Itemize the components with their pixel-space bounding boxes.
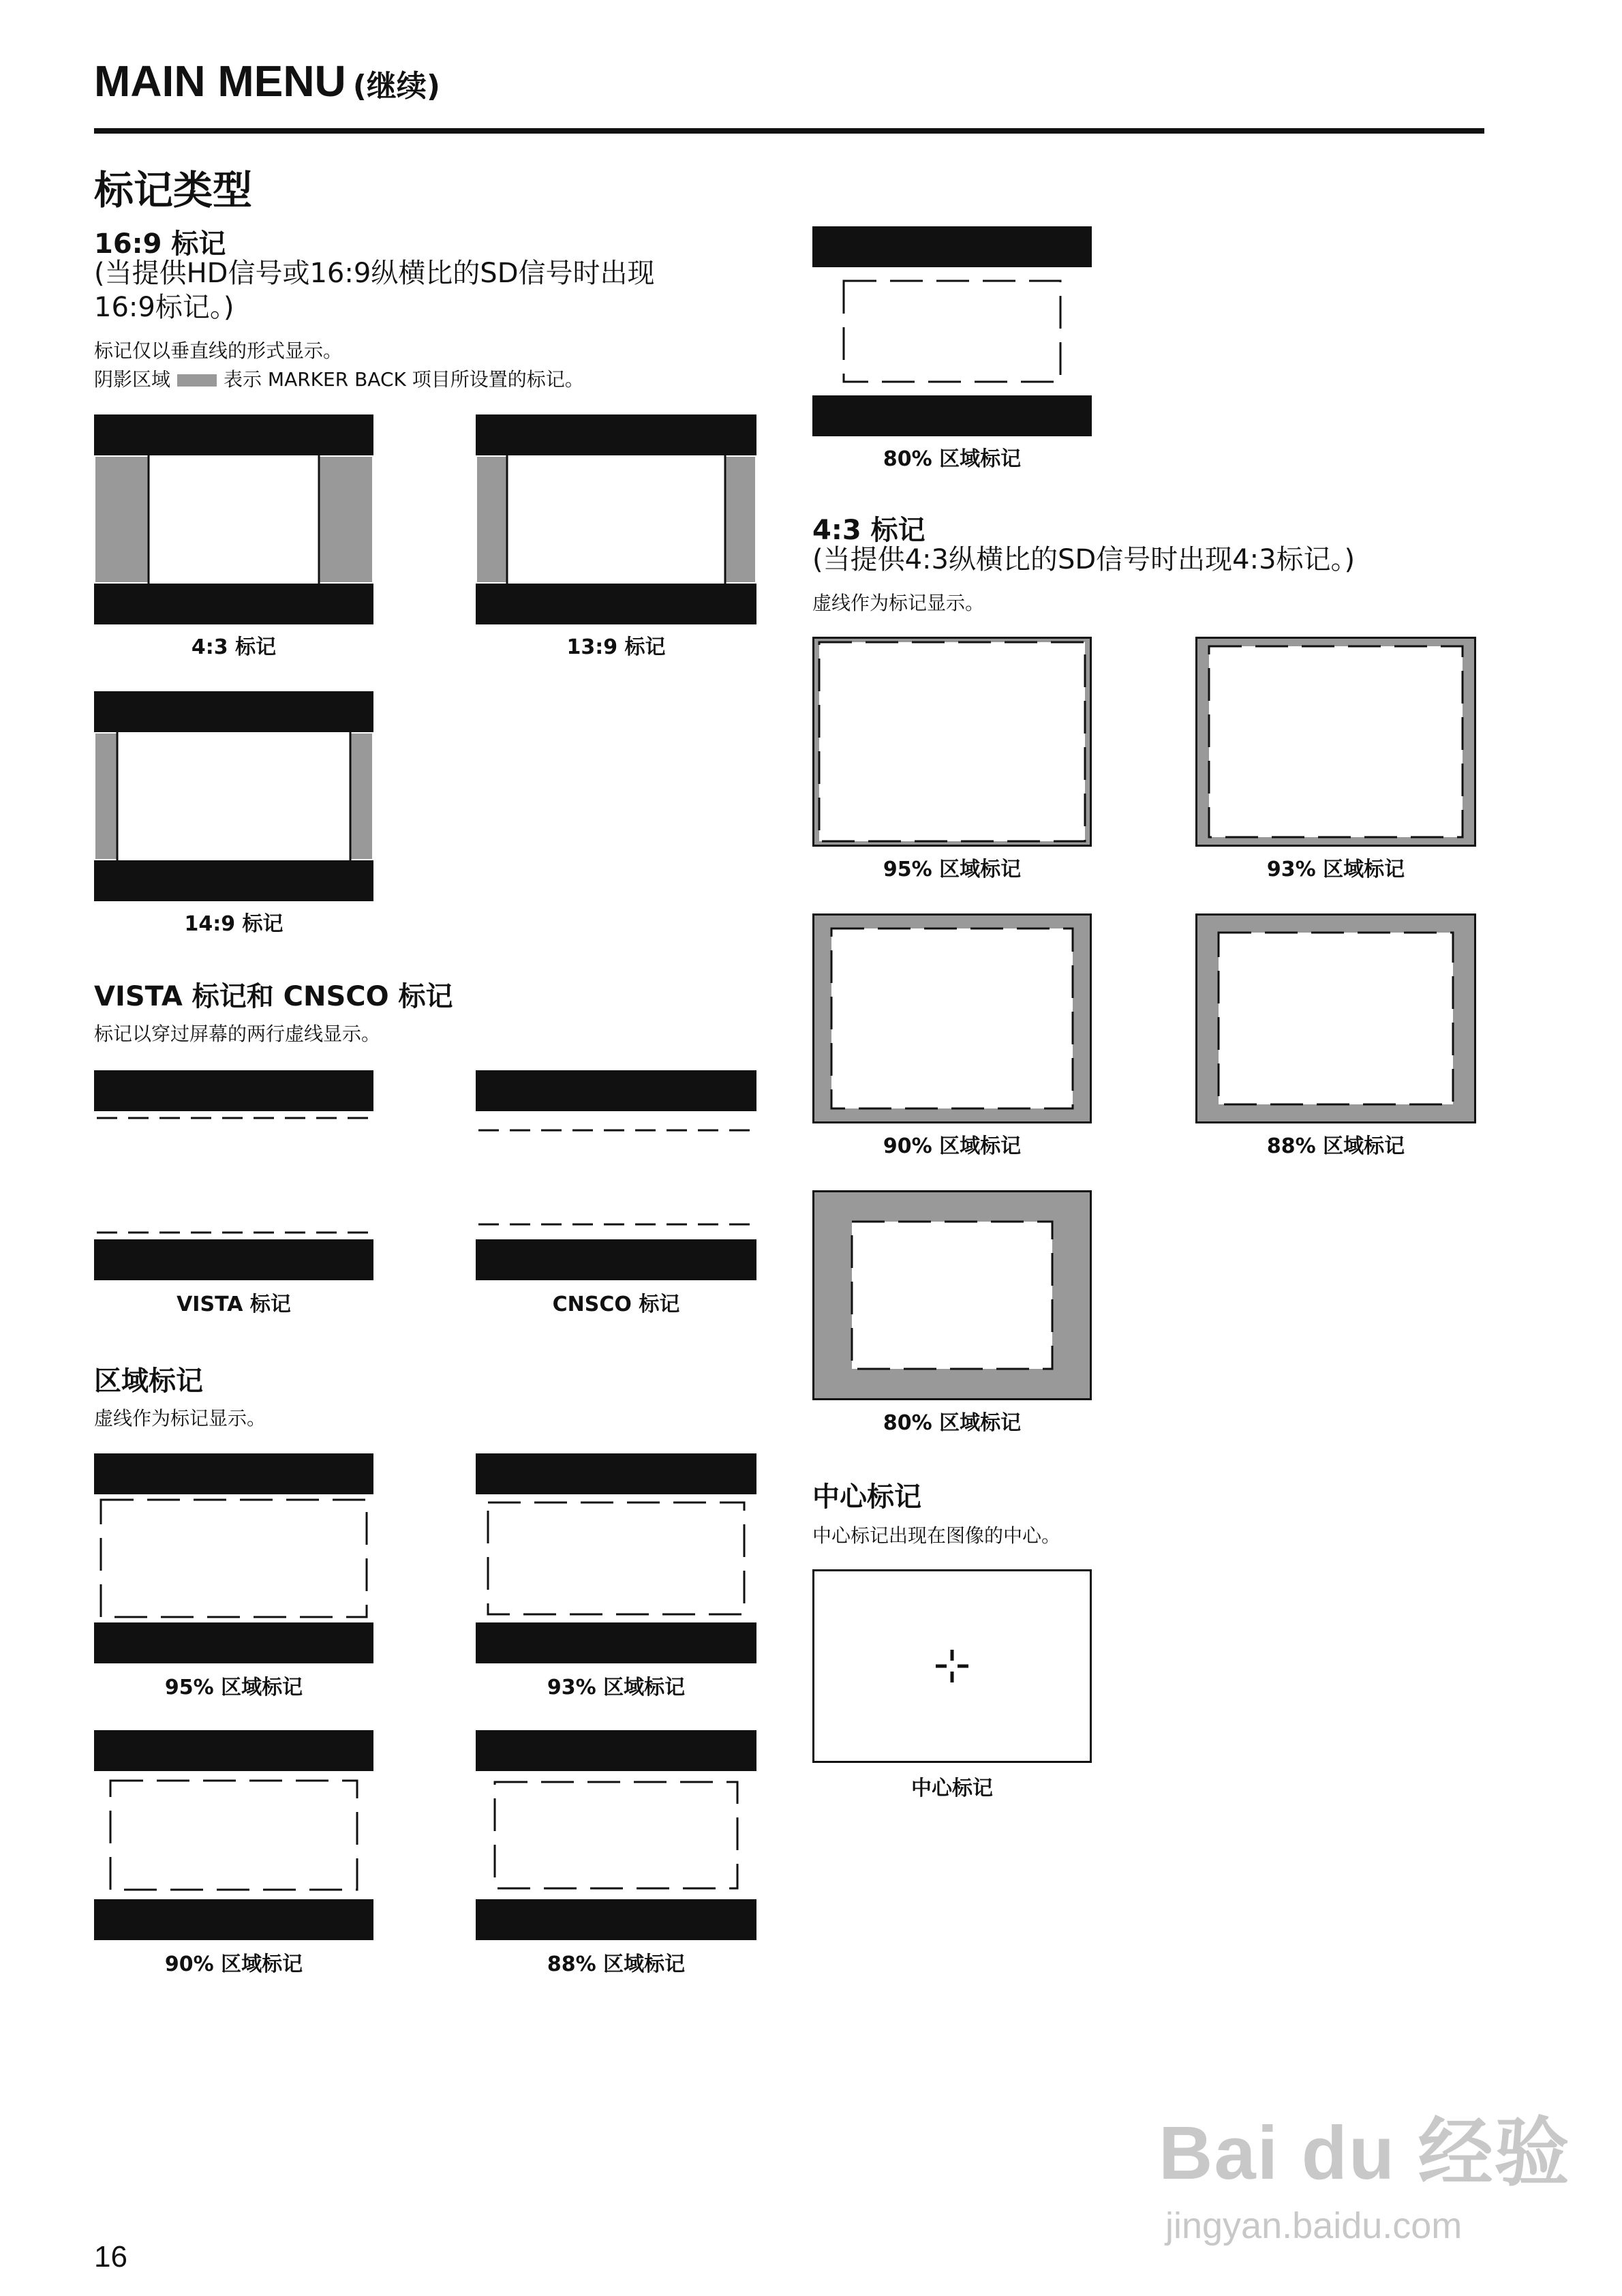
diagram-43-area-90 — [812, 913, 1092, 1123]
marker-43-note: (当提供4:3纵横比的SD信号时出现4:3标记。) — [812, 544, 1356, 575]
caption-43-area-95: 95% 区域标记 — [883, 858, 1022, 881]
area-169-title: 区域标记 — [94, 1365, 203, 1397]
marker-169-note-1: (当提供HD信号或16:9纵横比的SD信号时出现 — [94, 258, 655, 289]
diagram-43-area-80 — [812, 1190, 1092, 1400]
area-169-desc: 虚线作为标记显示。 — [94, 1407, 266, 1430]
marker-169-desc-2: 阴影区域 表示 MARKER BACK 项目所设置的标记。 — [94, 368, 584, 391]
header-rule — [94, 128, 1484, 134]
diagram-center-marker — [812, 1569, 1092, 1763]
diagram-43-area-95 — [812, 637, 1092, 847]
caption-169-area-90: 90% 区域标记 — [164, 1952, 303, 1976]
marker-43-desc: 虚线作为标记显示。 — [812, 592, 985, 614]
center-marker-desc: 中心标记出现在图像的中心。 — [812, 1524, 1061, 1547]
diagram-169-139-marker — [476, 414, 756, 624]
caption-43-area-93: 93% 区域标记 — [1266, 858, 1405, 881]
caption-43-area-90: 90% 区域标记 — [883, 1134, 1022, 1158]
diagram-43-area-93 — [1195, 637, 1476, 847]
caption-169-area-80: 80% 区域标记 — [883, 447, 1022, 471]
shade-legend-swatch — [177, 374, 217, 387]
marker-169-note-2: 16:9标记。) — [94, 292, 234, 323]
section-title-marker-type: 标记类型 — [94, 167, 253, 213]
watermark-url: jingyan.baidu.com — [1165, 2205, 1463, 2246]
caption-169-149: 14:9 标记 — [184, 912, 284, 936]
caption-169-139: 13:9 标记 — [566, 635, 666, 659]
diagram-cnsco-marker — [476, 1070, 756, 1280]
header-subtitle: (继续) — [352, 69, 440, 104]
diagram-169-area-88 — [476, 1730, 756, 1940]
marker-169-title: 16:9 标记 — [94, 228, 226, 260]
diagram-169-area-80 — [812, 226, 1092, 436]
diagram-vista-marker — [94, 1070, 373, 1280]
caption-169-area-95: 95% 区域标记 — [164, 1676, 303, 1700]
caption-vista: VISTA 标记 — [177, 1293, 291, 1316]
caption-cnsco: CNSCO 标记 — [552, 1293, 680, 1316]
caption-43-area-88: 88% 区域标记 — [1266, 1134, 1405, 1158]
diagram-169-149-marker — [94, 691, 373, 901]
diagram-169-43-marker — [94, 414, 373, 624]
caption-center-marker: 中心标记 — [911, 1777, 993, 1800]
diagram-169-area-90 — [94, 1730, 373, 1940]
page-number: 16 — [94, 2240, 127, 2274]
vista-desc: 标记以穿过屏幕的两行虚线显示。 — [94, 1023, 381, 1045]
diagram-43-area-88 — [1195, 913, 1476, 1123]
marker-169-desc-1: 标记仅以垂直线的形式显示。 — [94, 339, 343, 362]
watermark-brand: Bai du 经验 — [1159, 2111, 1571, 2195]
watermark — [1159, 2093, 1571, 2247]
diagram-169-area-95 — [94, 1453, 373, 1663]
vista-title: VISTA 标记和 CNSCO 标记 — [94, 981, 453, 1012]
center-marker-title: 中心标记 — [812, 1481, 921, 1513]
marker-43-title: 4:3 标记 — [812, 515, 925, 546]
header-title: MAIN MENU (继续) — [94, 57, 440, 106]
caption-43-area-80: 80% 区域标记 — [883, 1411, 1022, 1435]
caption-169-area-93: 93% 区域标记 — [547, 1676, 686, 1700]
diagram-169-area-93 — [476, 1453, 756, 1663]
caption-169-43: 4:3 标记 — [191, 635, 277, 659]
caption-169-area-88: 88% 区域标记 — [547, 1952, 686, 1976]
